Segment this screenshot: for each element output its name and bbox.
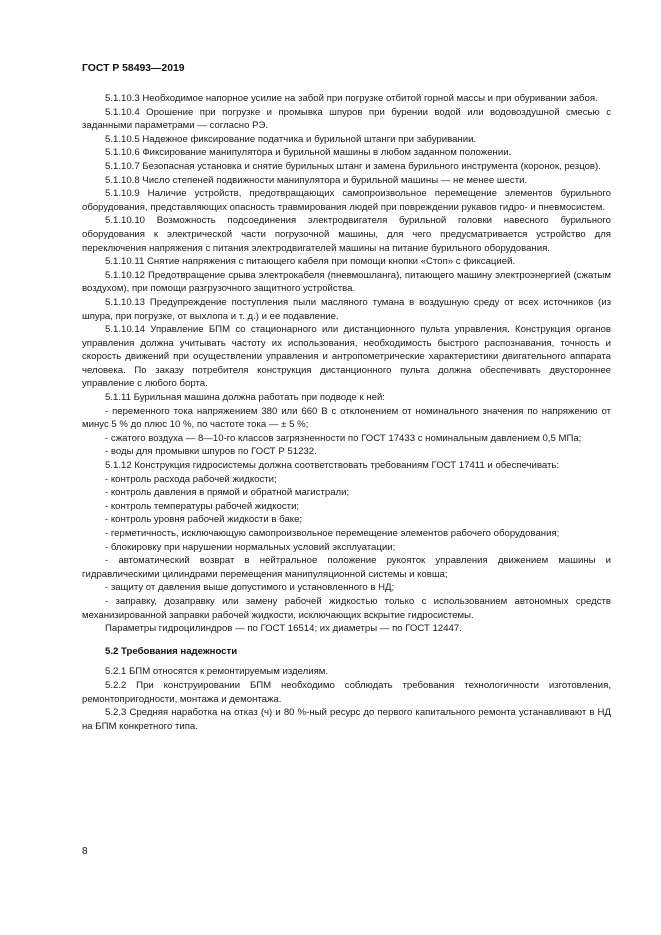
- list-item: - контроль давления в прямой и обратной магистрали;: [105, 487, 350, 499]
- paragraphs-section-1: [82, 92, 611, 405]
- paragraph: 5.1.11 Бурильная машина должна работать при подводе к ней:: [105, 392, 385, 404]
- paragraph: 5.1.10.5 Надежное фиксирование податчика и бурильной штанги при забуривании.: [105, 133, 477, 145]
- list-item: - контроль температуры рабочей жидкости;: [105, 500, 300, 512]
- paragraph: 5.1.10.14 Управление БПМ со стационарного или дистанционного пульта управления. Конструкция органов управления должна учитывать частоту их использования, необходимость быстрого распознавания, точность и скорость движений при осуществлении управления и антропометрические характеристики двигательного аппарата человека. По заказу потребителя конструкция дистанционного пульта должна обеспечивать двустороннее управление с любого борта.: [82, 324, 611, 390]
- paragraph: 5.1.10.13 Предупреждение поступления пыли масляного тумана в воздушную среду от всех источников (из шпура, при погрузке, от выхлопа и т. д.) и ее подавление.: [82, 296, 611, 322]
- list-item: - воды для промывки шпуров по ГОСТ Р 51232.: [105, 446, 317, 458]
- paragraph: 5.1.10.8 Число степеней подвижности манипулятора и бурильной машины — не менее шести.: [105, 174, 528, 186]
- hydraulic-list: [82, 473, 611, 623]
- paragraph: 5.1.10.10 Возможность подсоединения электродвигателя бурильной головки навесного бурильного оборудования к электрической части погрузочной машины, для чего предусматривается устройство для переключения напряжения с питания электродвигателей машины на питание бурильного оборудования.: [82, 215, 611, 254]
- paragraph: 5.1.10.6 Фиксирование манипулятора и бурильной машины в любом заданном положении.: [105, 147, 512, 159]
- paragraph: 5.1.10.4 Орошение при погрузке и промывка шпуров при бурении водой или водовоздушной смесью с заданными параметрами — согласно РЭ.: [82, 106, 611, 132]
- paragraph: 5.2.1 БПМ относятся к ремонтируемым изделиям.: [105, 666, 329, 678]
- paragraph: 5.2.3 Средняя наработка на отказ (ч) и 80 %-ный ресурс до первого капитального ремонта устанавливают в НД на БПМ конкретного типа.: [82, 707, 611, 732]
- list-item: - заправку, дозаправку или замену рабочей жидкостью только с использованием автономных средств механизированной заправки рабочей жидкости, исключающих вскрытие гидросистемы.: [82, 595, 611, 621]
- list-item: - защиту от давления выше допустимого и установленного в НД;: [105, 582, 395, 594]
- document-header: ГОСТ Р 58493—2019: [82, 63, 185, 74]
- list-item: - переменного тока напряжением 380 или 660 В с отклонением от номинального значения по напряжению от минус 5 % до плюс 10 %, по частоте тока — ± 5 %;: [82, 405, 611, 431]
- paragraph-5-1-12: 5.1.12 Конструкция гидросистемы должна соответствовать требованиям ГОСТ 17411 и обеспечивать:: [105, 460, 560, 472]
- list-item: - герметичность, исключающую самопроизвольное перемещение элементов рабочего оборудования;: [105, 528, 560, 539]
- list-item: - контроль расхода рабочей жидкости;: [105, 473, 277, 485]
- section-heading-5-2: 5.2 Требования надежности: [105, 645, 238, 657]
- page-number: 8: [82, 846, 88, 857]
- paragraph: 5.2.2 При конструировании БПМ необходимо соблюдать требования технологичности изготовления, ремонтопригодности, монтажа и демонтажа.: [82, 679, 611, 705]
- paragraph: 5.1.10.9 Наличие устройств, предотвращающих самопроизвольное перемещение элементов бурильного оборудования, представляющих опасность травмирования людей при повреждении рукавов гидро- и пневмосистем.: [82, 188, 611, 213]
- paragraphs-section-2: [82, 665, 611, 733]
- paragraph: 5.1.10.3 Необходимое напорное усилие на забой при погрузке отбитой горной массы и при обуривании забоя.: [105, 93, 598, 104]
- list-item: - контроль уровня рабочей жидкости в баке;: [105, 514, 303, 526]
- list-item: - блокировку при нарушении нормальных условий эксплуатации;: [105, 541, 396, 553]
- paragraph-hydrocylinders: Параметры гидроцилиндров — по ГОСТ 16514; их диаметры — по ГОСТ 12447.: [105, 623, 462, 635]
- paragraph: 5.1.10.7 Безопасная установка и снятие бурильных штанг и замена бурильного инструмента (коронок, резцов).: [105, 160, 601, 172]
- list-item: - сжатого воздуха — 8—10-го классов загрязненности по ГОСТ 17433 с номинальным давлением 0,5 МПа;: [105, 432, 582, 444]
- list-item: - автоматический возврат в нейтральное положение рукояток управления движением машины и гидравлическими цилиндрами перемещения манипуляционной системы и ковша;: [82, 555, 611, 580]
- power-supply-list: [82, 405, 611, 459]
- paragraph: 5.1.10.12 Предотвращение срыва электрокабеля (пневмошланга), питающего машину электроэнергией (сжатым воздухом), при помощи разгрузочного защитного устройства.: [82, 269, 611, 295]
- paragraph: 5.1.10.11 Снятие напряжения с питающего кабеля при помощи кнопки «Стоп» с фиксацией.: [105, 256, 516, 268]
